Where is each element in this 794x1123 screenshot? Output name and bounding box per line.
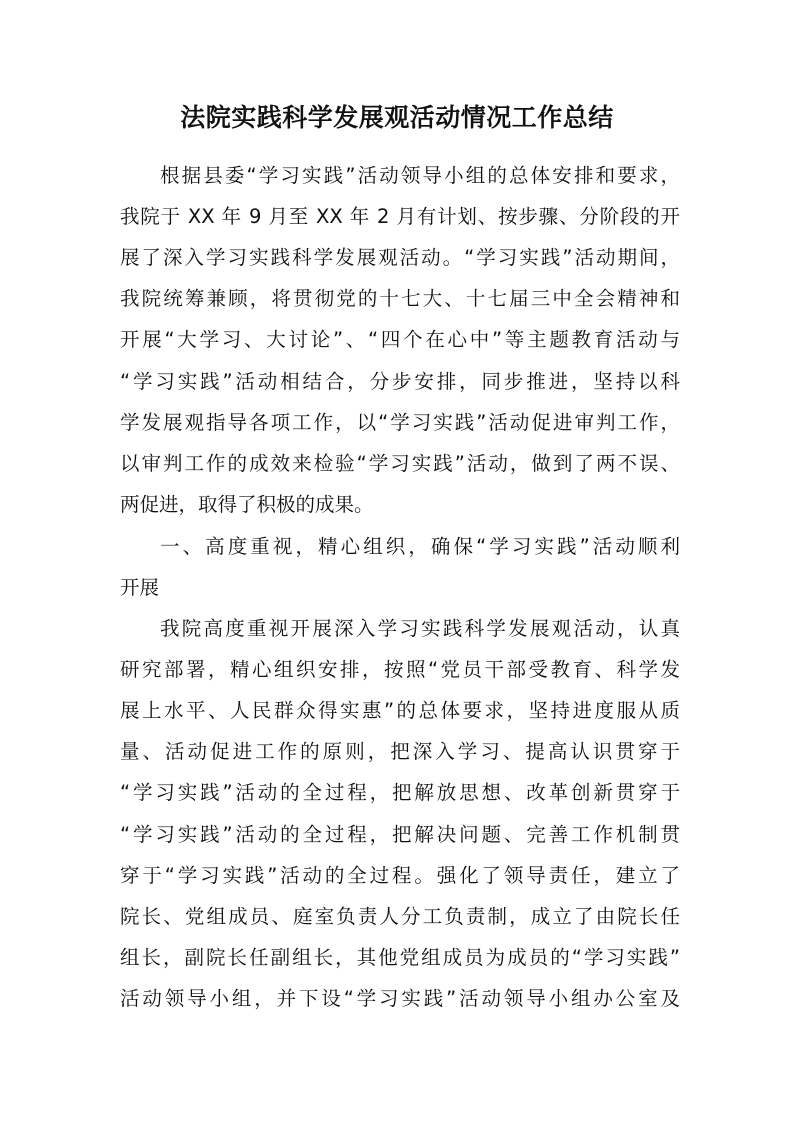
paragraph-1-line: 我院于 XX 年 9 月至 XX 年 2 月有计划、按步骤、分阶段的开 bbox=[120, 205, 680, 228]
paragraph-1-line: 我院统筹兼顾，将贯彻党的十七大、十七届三中全会精神和 bbox=[120, 287, 680, 310]
paragraph-2-line: 院长、党组成员、庭室负责人分工负责制，成立了由院长任 bbox=[120, 905, 680, 928]
paragraph-1-line: 根据县委“学习实践”活动领导小组的总体安排和要求， bbox=[160, 164, 680, 187]
paragraph-2-line: “学习实践”活动的全过程，把解放思想、改革创新贯穿于 bbox=[120, 781, 680, 804]
paragraph-1-line: “学习实践”活动相结合，分步安排，同步推进，坚持以科 bbox=[120, 370, 680, 393]
paragraph-2-line: 穿于“学习实践”活动的全过程。强化了领导责任，建立了 bbox=[120, 864, 680, 887]
paragraph-2-line: 我院高度重视开展深入学习实践科学发展观活动，认真 bbox=[160, 617, 680, 640]
document-title: 法院实践科学发展观活动情况工作总结 bbox=[180, 103, 614, 132]
section-heading-line: 一、高度重视，精心组织，确保“学习实践”活动顺利 bbox=[160, 535, 680, 558]
paragraph-2-line: 量、活动促进工作的原则，把深入学习、提高认识贯穿于 bbox=[120, 740, 680, 763]
paragraph-1-line: 两促进，取得了积极的成果。 bbox=[120, 493, 374, 516]
paragraph-2-line: 研究部署，精心组织安排，按照“党员干部受教育、科学发 bbox=[120, 658, 680, 681]
paragraph-1-line: 展了深入学习实践科学发展观活动。“学习实践”活动期间， bbox=[120, 246, 680, 269]
paragraph-1-line: 学发展观指导各项工作，以“学习实践”活动促进审判工作， bbox=[120, 411, 680, 434]
section-heading-line: 开展 bbox=[120, 576, 160, 599]
paragraph-2-line: “学习实践”活动的全过程，把解决问题、完善工作机制贯 bbox=[120, 823, 680, 846]
paragraph-2-line: 活动领导小组，并下设“学习实践”活动领导小组办公室及 bbox=[120, 987, 680, 1010]
paragraph-2-line: 组长，副院长任副组长，其他党组成员为成员的“学习实践” bbox=[120, 946, 680, 969]
paragraph-1-line: 开展“大学习、大讨论”、“四个在心中”等主题教育活动与 bbox=[120, 328, 680, 351]
paragraph-1-line: 以审判工作的成效来检验“学习实践”活动，做到了两不误、 bbox=[120, 452, 680, 475]
paragraph-2-line: 展上水平、人民群众得实惠”的总体要求，坚持进度服从质 bbox=[120, 699, 680, 722]
